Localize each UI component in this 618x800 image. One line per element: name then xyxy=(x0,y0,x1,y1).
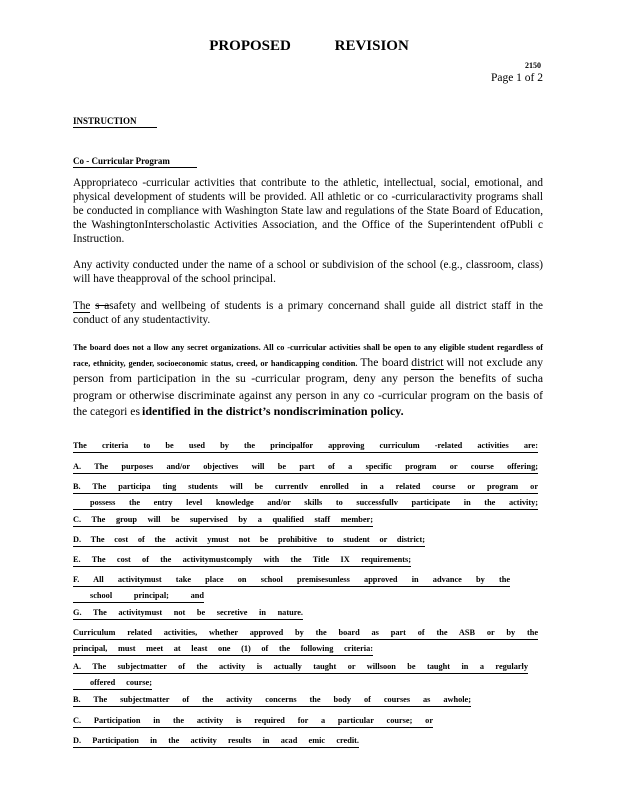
curriculum-item-a: A. The subjectmatter of the activity is actually taught or willsoon be taught in a regularly offered course; xyxy=(73,661,543,690)
criteria-item-e: E. The cost of the activitymustcomply with the Title IX requirements; xyxy=(73,554,543,567)
criteria-item-a: A. The purposes and/or objectives will be part of a specific program or course offering; xyxy=(73,461,543,474)
subsection-heading: Co - Curricular Program xyxy=(73,156,197,168)
curriculum-item-c: C. Participation in the activity is required for a particular course; or xyxy=(73,715,543,728)
board-text: The board xyxy=(360,356,409,370)
criteria-item-d: D. The cost of the activit ymust not be prohibitive to student or district; xyxy=(73,534,543,547)
criteria-item-b: B. The participa ting students will be currentlv enrolled in a related course or program or possess the entry level knowledge and/or skills to successfullv participate in the activity; xyxy=(73,481,543,510)
exclude-text: will not exclude any person from participation in the su -curricular program, deny any person the benefits of sucha program or otherwise discriminate against any person in any co -curricular program on the basis of the categori es xyxy=(73,356,544,418)
district-text: district xyxy=(411,356,444,370)
struck-text: s a xyxy=(95,300,110,312)
secret-organizations-text: The board does not a llow any secret organizations. All co -curricular activities shall be open to any eligible student regardless of race, ethnicity, gender, socioeconomic status, creed, or handicapping condition. xyxy=(73,343,543,369)
document-title: PROPOSED REVISION xyxy=(209,38,409,54)
curriculum-intro: Curriculum related activities, whether approved by the board as part of the ASB or by the principal, must meet at least one (1) of the following criteria: xyxy=(73,627,543,656)
curriculum-item-b: B. The subjectmatter of the activity concerns the body of courses as awhole; xyxy=(73,694,543,707)
criteria-item-c: C. The group will be supervised by a qualified staff member; xyxy=(73,514,543,527)
policy-reference-text: identified in the district’s nondiscrimination policy. xyxy=(142,403,404,418)
paragraph-principal-approval: Any activity conducted under the name of a school or subdivision of the school (e.g., classroom, class) will have theapproval of the school principal. xyxy=(73,259,543,285)
criteria-item-f: F. All activitymust take place on school premisesunless approved in advance by the school principal; and xyxy=(73,574,543,603)
page-number: Page 1 of 2 xyxy=(490,72,543,84)
paragraph-nondiscrimination xyxy=(73,340,543,420)
curriculum-item-d: D. Participation in the activity results in acad emic credit. xyxy=(73,735,543,748)
paragraph-appropriate-activities: Appropriateco -curricular activities that contribute to the athletic, intellectual, social, emotional, and physical development of students will be provided. All athletic or co -curricularactivity programs shall be conducted in compliance with Washington State law and regulations of the State Board of Education, the WashingtonInterscholastic Activities Association, and the Office of the Superintendent ofPubli c Instruction. xyxy=(73,177,543,245)
paragraph-safety xyxy=(73,299,543,327)
criteria-item-g: G. The activitymust not be secretive in nature. xyxy=(73,607,543,620)
section-heading: INSTRUCTION xyxy=(73,116,157,128)
criteria-intro: The criteria to be used by the principalfor approving curriculum -related activities are: xyxy=(73,440,543,453)
underlined-the: The xyxy=(73,300,91,312)
policy-number: 2150 xyxy=(525,61,541,70)
safety-text: safety and wellbeing of students is a primary concernand shall guide all district staff in the conduct of any studentactivity. xyxy=(73,300,543,326)
